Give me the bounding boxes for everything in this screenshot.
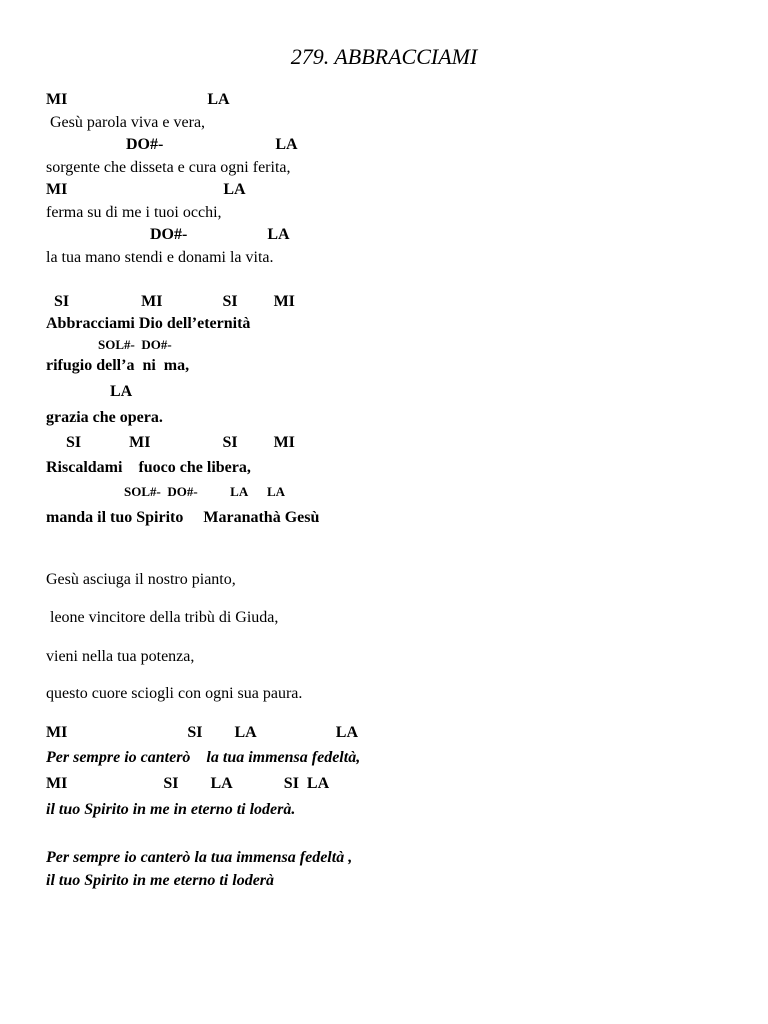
lyric-line: vieni nella tua potenza, (46, 648, 195, 665)
lyric-line: questo cuore sciogli con ogni sua paura. (46, 685, 303, 702)
chord-line: SOL#- DO#- (46, 337, 172, 352)
chord-line: MI SI LA SI LA (46, 775, 330, 792)
lyric-line: Gesù asciuga il nostro pianto, (46, 571, 236, 588)
lyric-line: la tua mano stendi e donami la vita. (46, 249, 274, 266)
lyric-line: manda il tuo Spirito Maranathà Gesù (46, 509, 320, 526)
lyric-line: il tuo Spirito in me in eterno ti loderà. (46, 801, 296, 818)
lyric-line: il tuo Spirito in me eterno ti loderà (46, 872, 275, 889)
lyric-line: grazia che opera. (46, 409, 163, 426)
chord-line: MI LA (46, 91, 230, 108)
lyric-line: Per sempre io canterò la tua immensa fedeltà , (46, 849, 353, 866)
lyric-line: rifugio dell’a ni ma, (46, 357, 190, 374)
lyric-line: Riscaldami fuoco che libera, (46, 459, 251, 476)
lyric-line: Gesù parola viva e vera, (46, 114, 206, 131)
lyric-line: sorgente che disseta e cura ogni ferita, (46, 159, 291, 176)
lyric-line: leone vincitore della tribù di Giuda, (46, 609, 279, 626)
lyric-line: Per sempre io canterò la tua immensa fedeltà, (46, 749, 361, 766)
chord-line: MI LA (46, 181, 246, 198)
chord-line: SI MI SI MI (46, 434, 295, 451)
chord-line: LA (46, 383, 133, 400)
lyric-line: ferma su di me i tuoi occhi, (46, 204, 222, 221)
chord-line: SI MI SI MI (46, 293, 295, 310)
song-title: 279. ABBRACCIAMI (290, 44, 478, 69)
chord-line: SOL#- DO#- LA LA (46, 484, 286, 499)
chord-line: DO#- LA (46, 226, 290, 243)
chord-line: DO#- LA (46, 136, 298, 153)
chord-line: MI SI LA LA (46, 724, 359, 741)
lyric-line: Abbracciami Dio dell’eternità (46, 315, 251, 332)
